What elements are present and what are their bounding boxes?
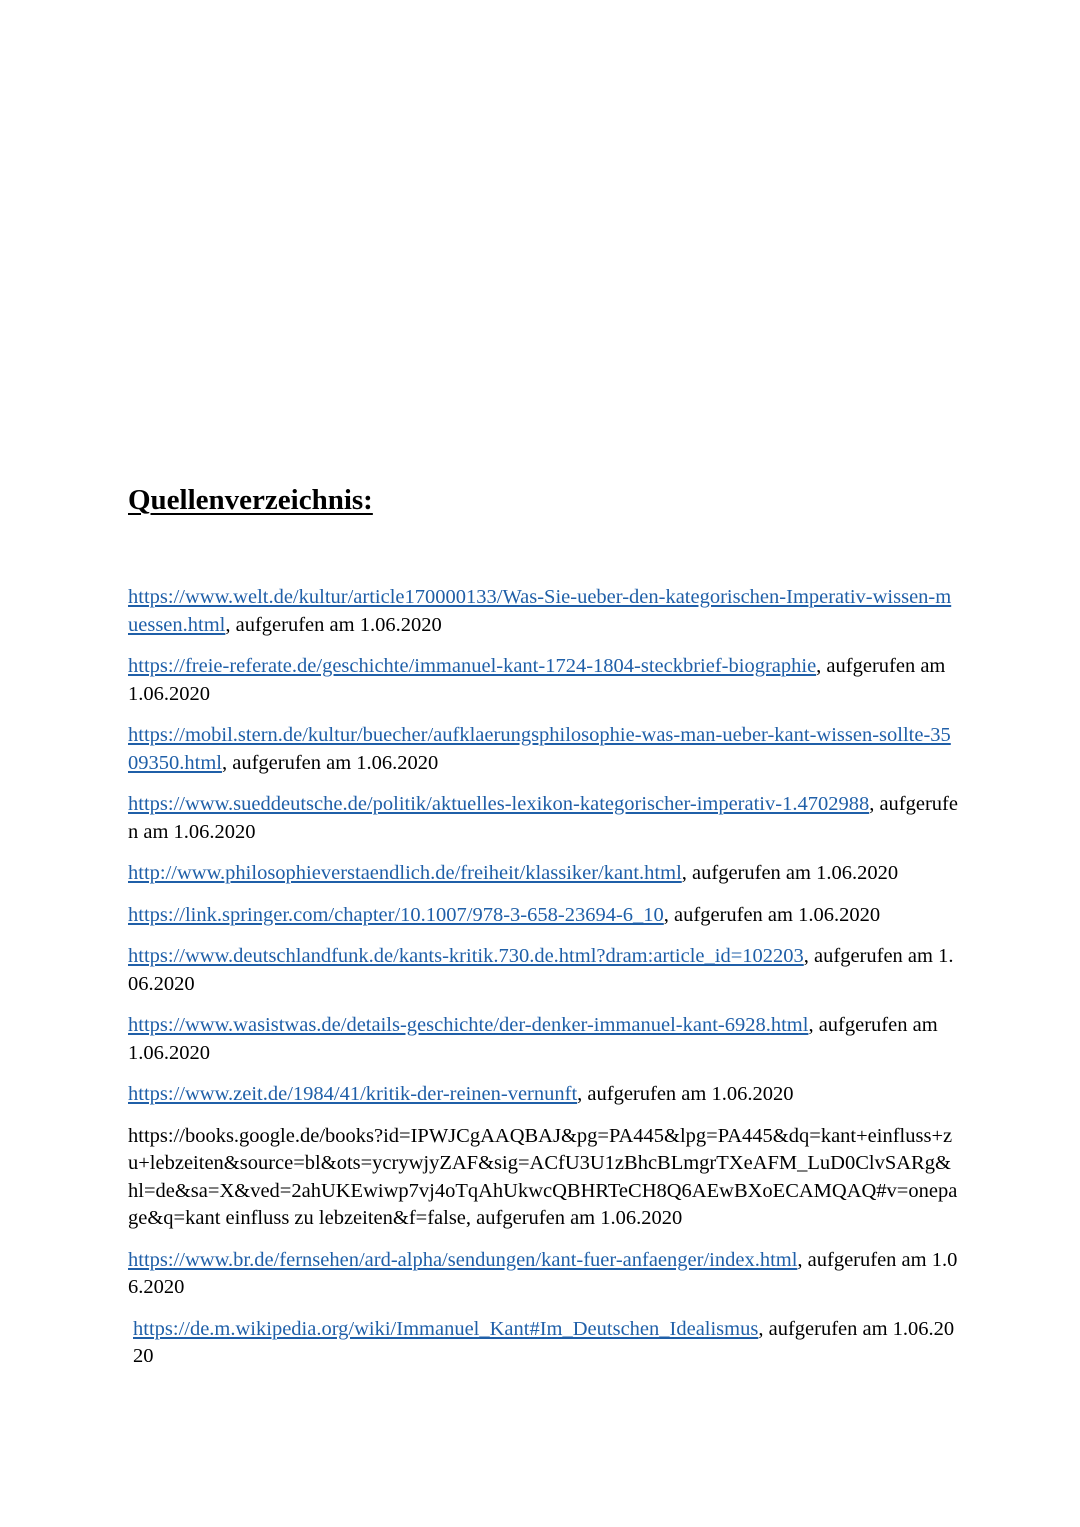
source-access-date: , aufgerufen am 1.06.2020 <box>225 613 442 636</box>
source-entry <box>128 1247 958 1302</box>
source-access-date: , aufgerufen am 1.06.2020 <box>577 1083 794 1105</box>
source-entry <box>128 791 958 846</box>
source-link[interactable]: https://de.m.wikipedia.org/wiki/Immanuel_Kant#Im_Deutschen_Idealismus <box>133 1317 759 1340</box>
source-access-date: , aufgerufen am 1.06.2020 <box>128 1248 958 1298</box>
source-link[interactable]: https://link.springer.com/chapter/10.1007/978-3-658-23694-6_10 <box>128 903 664 926</box>
source-access-date: , aufgerufen am 1.06.2020 <box>681 862 899 884</box>
source-access-date: , aufgerufen am 1.06.2020 <box>128 1014 938 1064</box>
source-access-date: , aufgerufen am 1.06.2020 <box>128 945 954 995</box>
source-access-date: , aufgerufen am 1.06.2020 <box>465 1207 683 1229</box>
source-access-date: , aufgerufen am 1.06.2020 <box>128 793 958 843</box>
source-entry <box>128 653 958 708</box>
source-link[interactable]: https://www.deutschlandfunk.de/kants-kritik.730.de.html?dram:article_id=102203 <box>128 945 804 967</box>
source-link[interactable]: https://www.zeit.de/1984/41/kritik-der-reinen-vernunft <box>128 1083 578 1105</box>
source-access-date: , aufgerufen am 1.06.2020 <box>663 903 881 926</box>
source-link[interactable]: https://www.br.de/fernsehen/ard-alpha/sendungen/kant-fuer-anfaenger/index.html <box>128 1248 798 1271</box>
source-entry <box>128 902 958 930</box>
source-link[interactable]: https://www.wasistwas.de/details-geschichte/der-denker-immanuel-kant-6928.html <box>128 1014 809 1036</box>
source-link[interactable]: https://mobil.stern.de/kultur/buecher/aufklaerungsphilosophie-was-man-ueber-kant-wissen-sollte-3509350.html <box>128 724 951 774</box>
source-entry <box>128 1081 958 1109</box>
source-entry <box>128 1012 958 1067</box>
source-list <box>128 584 958 1385</box>
source-entry <box>128 943 958 998</box>
source-link[interactable]: https://freie-referate.de/geschichte/immanuel-kant-1724-1804-steckbrief-biographie <box>128 655 817 677</box>
source-entry <box>128 860 958 888</box>
source-access-date: , aufgerufen am 1.06.2020 <box>128 655 946 705</box>
source-link[interactable]: http://www.philosophieverstaendlich.de/freiheit/klassiker/kant.html <box>128 862 682 884</box>
source-access-date: , aufgerufen am 1.06.2020 <box>221 751 439 774</box>
source-link[interactable]: https://www.welt.de/kultur/article170000133/Was-Sie-ueber-den-kategorischen-Imperativ-wissen-muessen.html <box>128 586 952 636</box>
source-access-date: , aufgerufen am 1.06.2020 <box>133 1317 955 1367</box>
source-entry <box>128 1123 958 1233</box>
source-entry <box>128 584 958 639</box>
source-url-plain: https://books.google.de/books?id=IPWJCgAAQBAJ&pg=PA445&lpg=PA445&dq=kant+einfluss+zu+lebzeiten&source=bl&ots=ycrywjyZAF&sig=ACfU3U1zBhcBLmgrTXeAFM_LuD0ClvSARg&hl=de&sa=X&ved=2ahUKEwiwp7vj4oTqAhUkwcQBHRTeCH8Q6AEwBXoECAMQAQ#v=onepage&q=kant einfluss zu lebzeiten&f=false <box>128 1124 958 1229</box>
source-entry <box>128 1316 958 1371</box>
page-title: Quellenverzeichnis: <box>128 484 373 516</box>
source-entry <box>128 722 958 777</box>
source-link[interactable]: https://www.sueddeutsche.de/politik/aktuelles-lexikon-kategorischer-imperativ-1.4702988 <box>128 793 870 815</box>
